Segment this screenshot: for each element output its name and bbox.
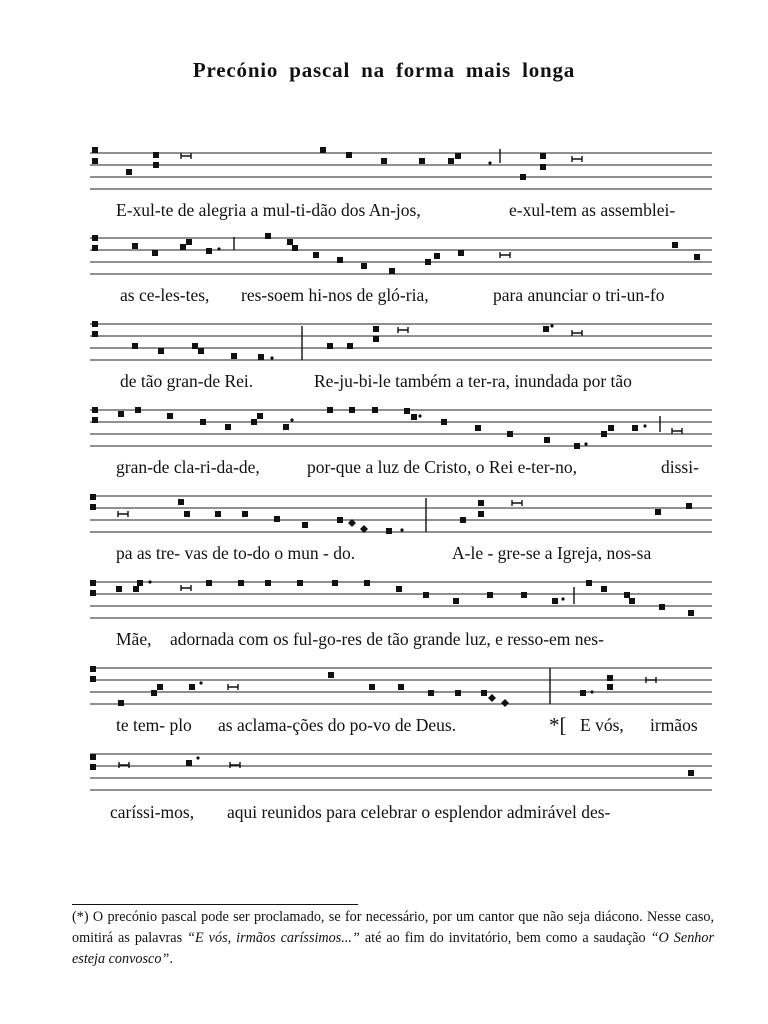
lyric-segment: aqui reunidos para celebrar o esplendor admirável des- [227,802,611,822]
music-staff [0,402,768,456]
lyric-segment: as ce-les-tes, [120,285,210,305]
lyric-segment: gran-de cla-ri-da-de, [116,457,260,477]
footnote-quote: “O Senhor esteja convosco” [72,930,714,967]
music-staff [0,660,768,714]
lyric-segment: dissi- [661,457,699,477]
music-staff [0,746,768,800]
lyric-segment: te tem- plo [116,715,192,735]
footnote-quote: “E vós, irmãos caríssimos...” [187,930,360,946]
lyric-segment: E vós, [580,715,624,735]
footnote-text: (*) O precónio pascal pode ser proclamado, se for necessário, por um cantor que não seja diácono. Nesse caso, omitirá as palavras [72,909,714,946]
lyric-segment: res-soem hi-nos de gló-ria, [241,285,429,305]
music-staff [0,574,768,628]
music-staff [0,316,768,370]
footnote [72,907,714,970]
lyric-segment: pa as tre- vas de to-do o mun - do. [116,543,356,563]
lyric-segment: caríssi-mos, [110,802,195,822]
music-staff [0,230,768,284]
lyric-segment: de tão gran-de Rei. [120,371,254,391]
lyric-segment: irmãos [650,715,698,735]
lyric-segment: E-xul-te de alegria a mul-ti-dão dos An-jos, [116,200,421,220]
lyric-segment: as aclama-ções do po-vo de Deus. [218,715,457,735]
lyric-segment: adornada com os ful-go-res de tão grande luz, e resso-em nes- [170,629,604,649]
music-staff [0,488,768,542]
music-staff [0,145,768,199]
lyric-segment: e-xul-tem as assemblei- [509,200,676,220]
lyric-segment: Re-ju-bi-le também a ter-ra, inundada por tão [314,371,632,391]
footnote-text: . [169,951,173,967]
lyric-segment: Mãe, [116,629,152,649]
lyric-segment: A-le - gre-se a Igreja, nos-sa [452,543,652,563]
page-title: Precónio pascal na forma mais longa [192,58,576,82]
footnote-divider [72,904,358,905]
footnote-text: até ao fim do invitatório, bem como a saudação [359,930,651,946]
lyric-segment: para anunciar o tri-un-fo [493,285,665,305]
lyric-segment: por-que a luz de Cristo, o Rei e-ter-no, [307,457,577,477]
lyric-segment: *[ [549,713,567,737]
